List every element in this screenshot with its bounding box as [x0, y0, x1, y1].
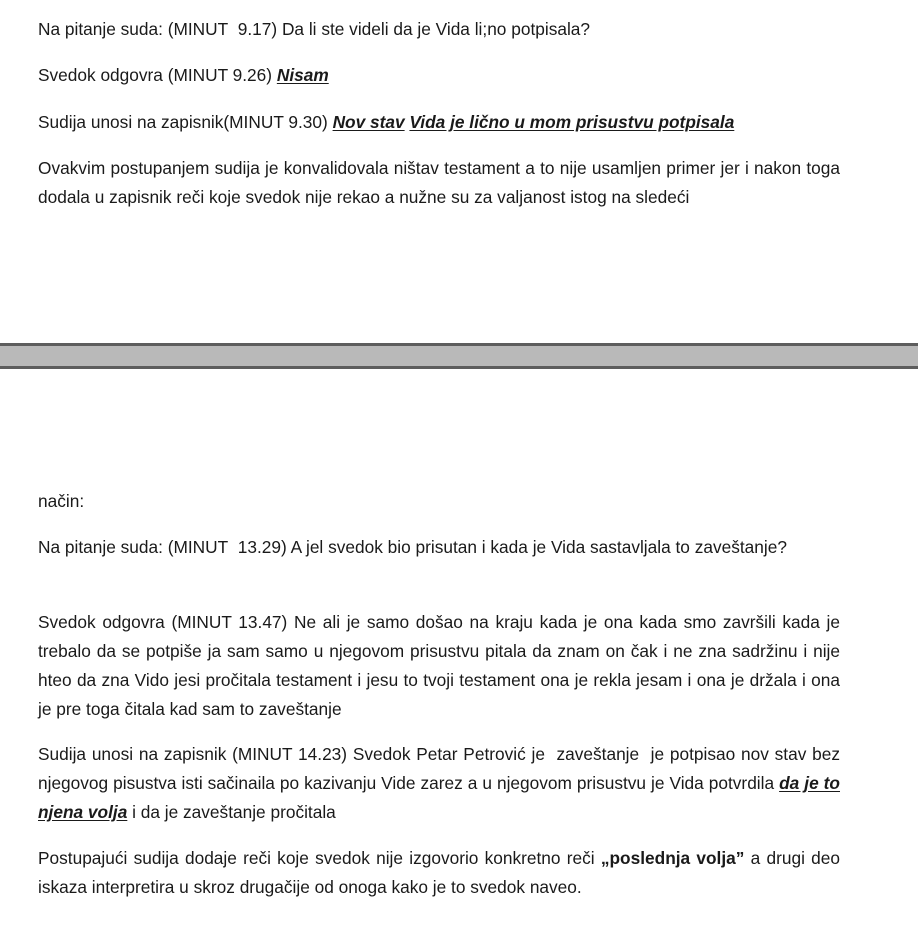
commentary-prefix: Postupajući sudija dodaje reči koje svedok nije izgovorio konkretno reči: [38, 848, 601, 868]
judge-record-1: [38, 108, 840, 137]
continuation-word: način:: [38, 491, 85, 511]
record-tail: i da je zaveštanje pročitala: [127, 802, 336, 822]
court-question-2: [38, 533, 840, 562]
question-text: Na pitanje suda: (MINUT 13.29) A jel svedok bio prisutan i kada je Vida sastavljala to zaveštanje?: [38, 537, 787, 557]
commentary-paragraph-2: [38, 844, 840, 902]
answer-emphasis: Nisam: [276, 65, 329, 85]
commentary-text: Ovakvim postupanjem sudija je konvalidovala ništav testament a to nije usamljen primer jer i nakon toga dodala u zapisnik reči koje svedok nije rekao a nužne su za valjanost istog na sledeći: [38, 158, 840, 207]
quoted-phrase: „poslednja volja”: [600, 848, 745, 868]
commentary-tail: a drugi deo iskaza interpretira u skroz drugačije od onoga kako je to svedok naveo.: [38, 848, 840, 897]
continuation-text: [38, 487, 840, 516]
answer-text: Svedok odgovra (MINUT 13.47) Ne ali je samo došao na kraju kada je ona kada smo završili kada je trebalo da se potpiše ja sam samo u njegovom prisustvu pitala da znam on čak i ne zna sadržinu i nije hteo da zna Vido jesi pročitala testament i jesu to tvoji testament ona je rekla jesam i ona je držala i ona je pre toga čitala kad sam to zaveštanje: [38, 612, 840, 719]
question-text: Na pitanje suda: (MINUT 9.17) Da li ste videli da je Vida li;no potpisala?: [38, 19, 591, 39]
page-break-separator: [0, 343, 918, 369]
commentary-paragraph-1: [38, 154, 840, 212]
document-page-2: [0, 369, 918, 947]
witness-answer-2: [38, 608, 840, 724]
record-emphasis-2: Vida je lično u mom prisustvu potpisala: [409, 112, 735, 132]
court-question-1: [38, 15, 840, 44]
document-page-1: [0, 0, 918, 343]
record-emphasis: da je to njena volja: [38, 773, 840, 822]
judge-record-2: [38, 740, 840, 827]
record-emphasis-1: Nov stav: [332, 112, 405, 132]
record-text: Sudija unosi na zapisnik (MINUT 14.23) Svedok Petar Petrović je zaveštanje je potpisao nov stav bez njegovog pisustva isti sačinaila po kazivanju Vide zarez a u njegovom prisustvu je Vida potvrdila: [38, 744, 840, 793]
record-prefix: Sudija unosi na zapisnik(MINUT 9.30): [38, 112, 333, 132]
answer-prefix: Svedok odgovra (MINUT 9.26): [38, 65, 277, 85]
witness-answer-1: [38, 61, 840, 90]
